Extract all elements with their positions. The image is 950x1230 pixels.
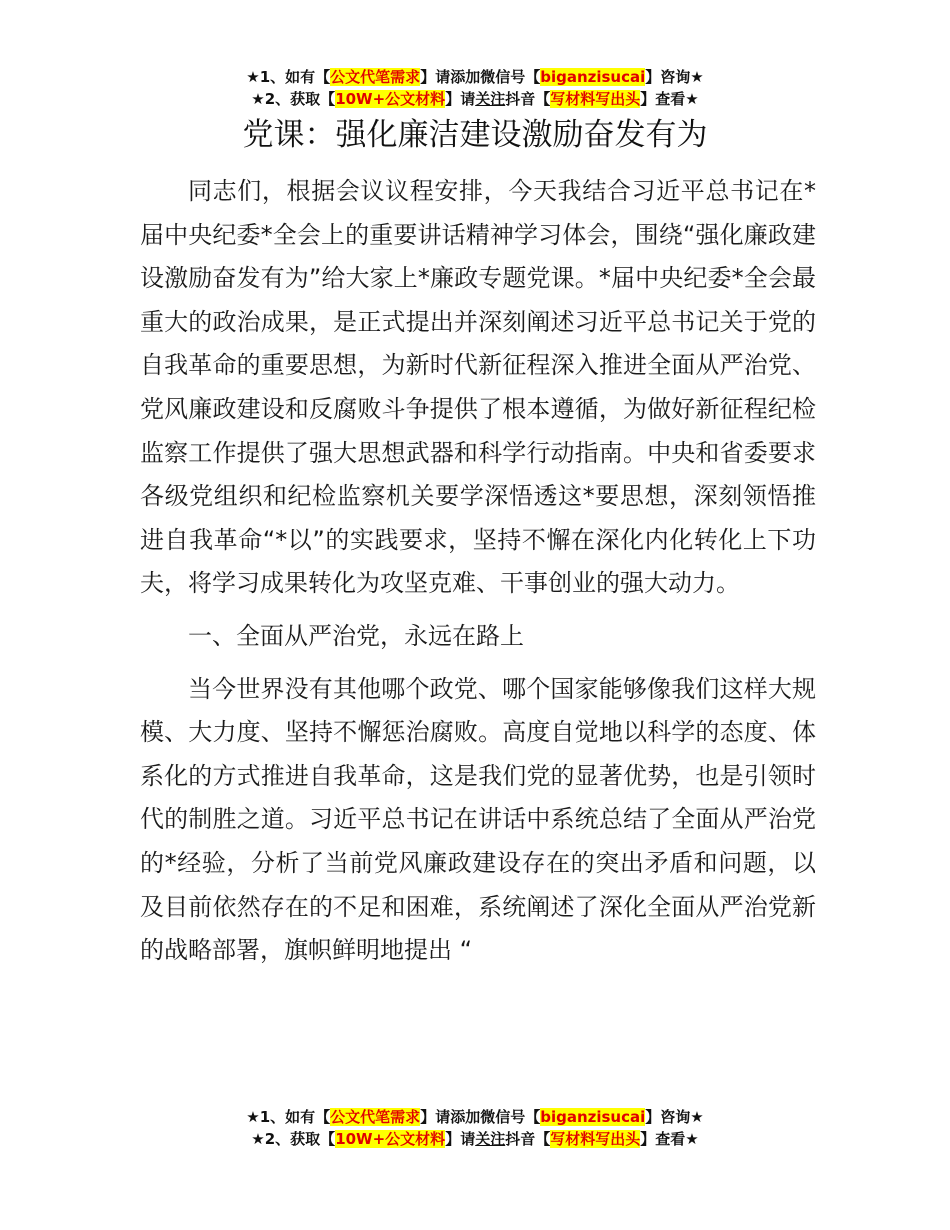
banner-text: 】咨询★ [645, 68, 704, 86]
banner-text: 】咨询★ [645, 1108, 704, 1126]
section-heading: 一、全面从严治党，永远在路上 [188, 621, 524, 650]
header-banner [0, 66, 950, 110]
douyin-account-highlight: 写材料写出头 [550, 90, 641, 108]
banner-underlined-text: 关注 [475, 1130, 506, 1148]
banner-text: 】查看★ [640, 1130, 699, 1148]
wechat-id-highlight: biganzisucai [540, 1108, 646, 1126]
body-paragraph: 同志们，根据会议议程安排，今天我结合习近平总书记在*届中央纪委*全会上的重要讲话精神学习体会，围绕“强化廉政建设激励奋发有为”给大家上*廉政专题党课。*届中央纪委*全会最重大的政治成果，是正式提出并深刻阐述习近平总书记关于党的自我革命的重要思想，为新时代新征程深入推进全面从严治党、党风廉政建设和反腐败斗争提供了根本遵循，为做好新征程纪检监察工作提供了强大思想武器和科学行动指南。中央和省委要求各级党组织和纪检监察机关要学深悟透这*要思想，深刻领悟推进自我革命“*以”的实践要求，坚持不懈在深化内化转化上下功夫，将学习成果转化为攻坚克难、干事创业的强大动力。 [140, 177, 816, 598]
banner-line-1 [0, 66, 950, 88]
banner-text: 】请添加微信号【 [420, 1108, 541, 1126]
banner-highlight: 10W+公文材料 [335, 1130, 446, 1148]
banner-line-1 [0, 1106, 950, 1128]
document-body [140, 170, 816, 982]
footer-banner [0, 1106, 950, 1150]
banner-text: ★1、如有【 [246, 1108, 331, 1126]
banner-text: 】查看★ [640, 90, 699, 108]
banner-text: 抖音【 [505, 90, 551, 108]
banner-line-2 [0, 88, 950, 110]
banner-highlight: 公文代笔需求 [330, 1108, 421, 1126]
banner-text: 】请 [445, 1130, 476, 1148]
banner-text: 抖音【 [505, 1130, 551, 1148]
banner-text: ★1、如有【 [246, 68, 331, 86]
body-paragraph: 当今世界没有其他哪个政党、哪个国家能够像我们这样大规模、大力度、坚持不懈惩治腐败。高度自觉地以科学的态度、体系化的方式推进自我革命，这是我们党的显著优势，也是引领时代的制胜之道。习近平总书记在讲话中系统总结了全面从严治党的*经验，分析了当前党风廉政建设存在的突出矛盾和问题，以及目前依然存在的不足和困难，系统阐述了深化全面从严治党新的战略部署，旗帜鲜明地提出 “ [140, 674, 816, 965]
banner-text: ★2、获取【 [251, 90, 336, 108]
banner-highlight: 公文代笔需求 [330, 68, 421, 86]
banner-underlined-text: 关注 [475, 90, 506, 108]
banner-text: ★2、获取【 [251, 1130, 336, 1148]
wechat-id-highlight: biganzisucai [540, 68, 646, 86]
banner-highlight: 10W+公文材料 [335, 90, 446, 108]
banner-line-2 [0, 1128, 950, 1150]
banner-text: 】请 [445, 90, 476, 108]
douyin-account-highlight: 写材料写出头 [550, 1130, 641, 1148]
document-title: 党课：强化廉洁建设激励奋发有为 [242, 117, 708, 153]
banner-text: 】请添加微信号【 [420, 68, 541, 86]
